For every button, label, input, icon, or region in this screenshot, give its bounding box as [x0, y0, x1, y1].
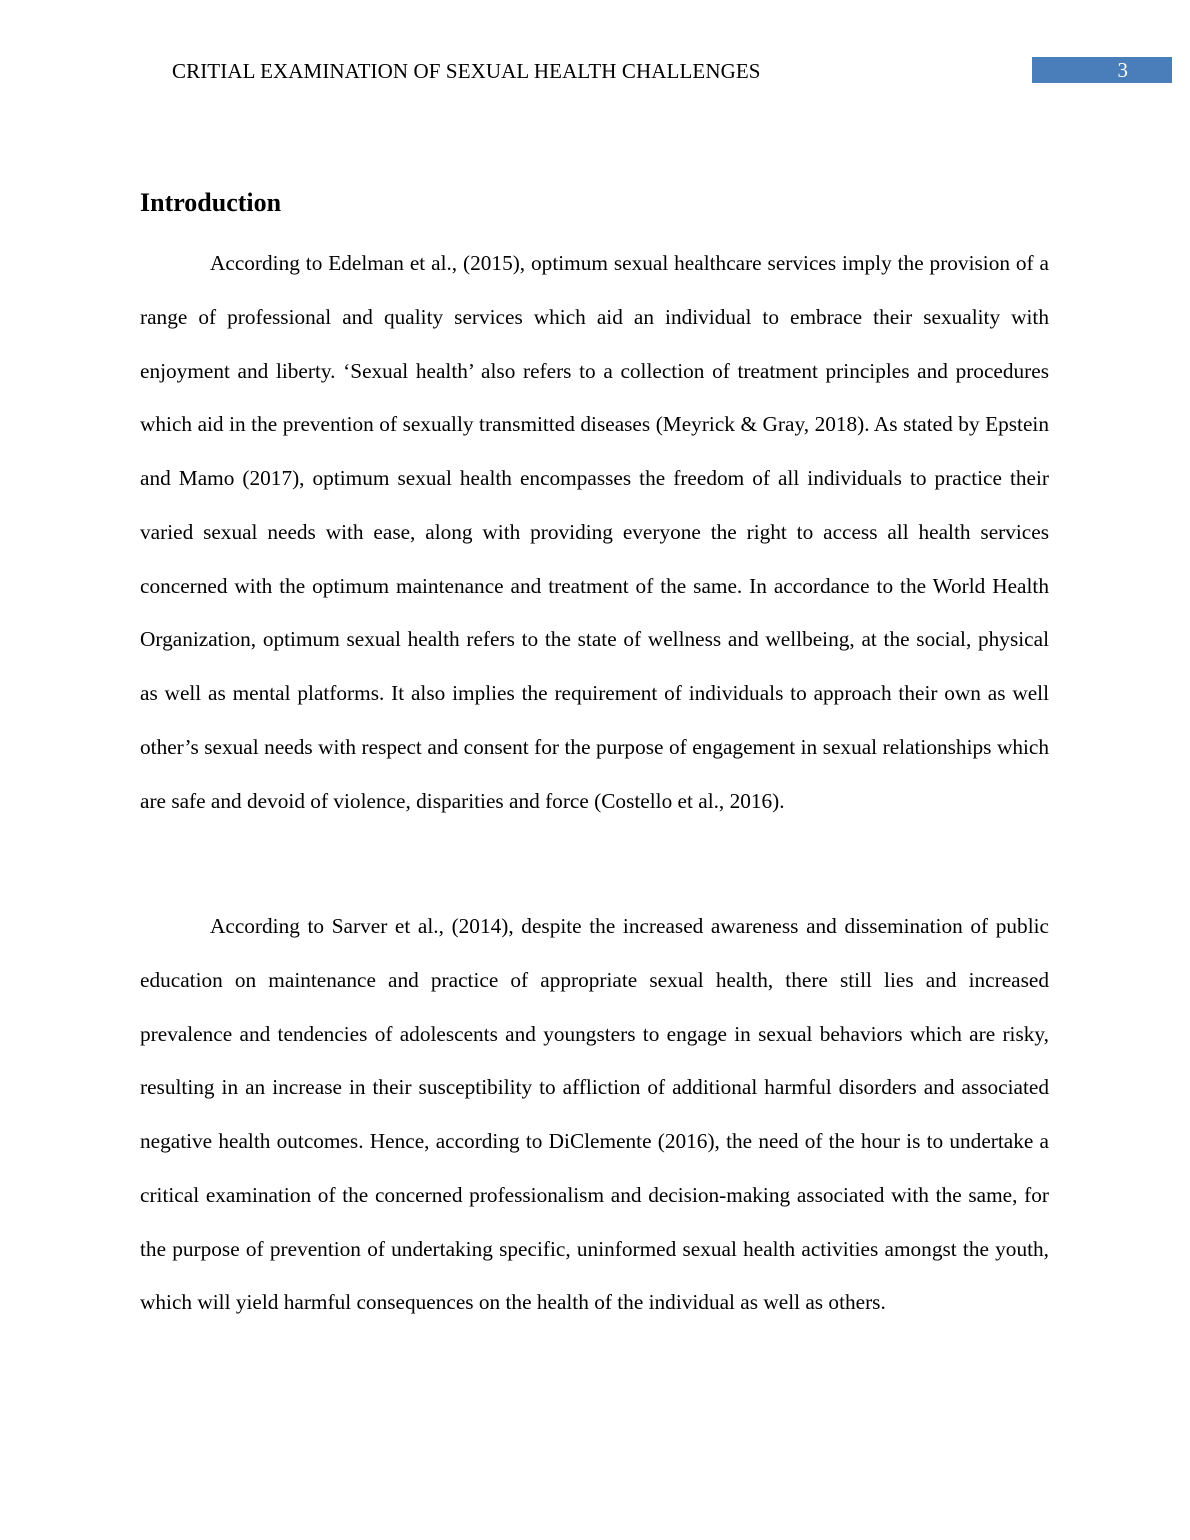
body-paragraph-2: According to Sarver et al., (2014), despite the increased awareness and dissemination of public education on maintenance and practice of appropriate sexual health, there still lies and increased prevalence and tendencies of adolescents and youngsters to engage in sexual behaviors which are risky, resulting in an increase in their susceptibility to affliction of additional harmful disorders and associated negative health outcomes. Hence, according to DiClemente (2016), the need of the hour is to undertake a critical examination of the concerned professionalism and decision-making associated with the same, for the purpose of prevention of undertaking specific, uninformed sexual health activities amongst the youth, which will yield harmful consequences on the health of the individual as well as others.: [140, 914, 1049, 1315]
body-paragraph-1: According to Edelman et al., (2015), optimum sexual healthcare services imply the provision of a range of professional and quality services which aid an individual to embrace their sexuality with enjoyment and liberty. ‘Sexual health’ also refers to a collection of treatment principles and procedures which aid in the prevention of sexually transmitted diseases (Meyrick & Gray, 2018). As stated by Epstein and Mamo (2017), optimum sexual health encompasses the freedom of all individuals to practice their varied sexual needs with ease, along with providing everyone the right to access all health services concerned with the optimum maintenance and treatment of the same. In accordance to the World Health Organization, optimum sexual health refers to the state of wellness and wellbeing, at the social, physical as well as mental platforms. It also implies the requirement of individuals to approach their own as well other’s sexual needs with respect and consent for the purpose of engagement in sexual relationships which are safe and devoid of violence, disparities and force (Costello et al., 2016).: [140, 251, 1049, 813]
running-header-title: CRITIAL EXAMINATION OF SEXUAL HEALTH CHALLENGES: [172, 59, 761, 83]
page-number: 3: [1032, 57, 1172, 83]
section-heading: Introduction: [140, 188, 282, 217]
